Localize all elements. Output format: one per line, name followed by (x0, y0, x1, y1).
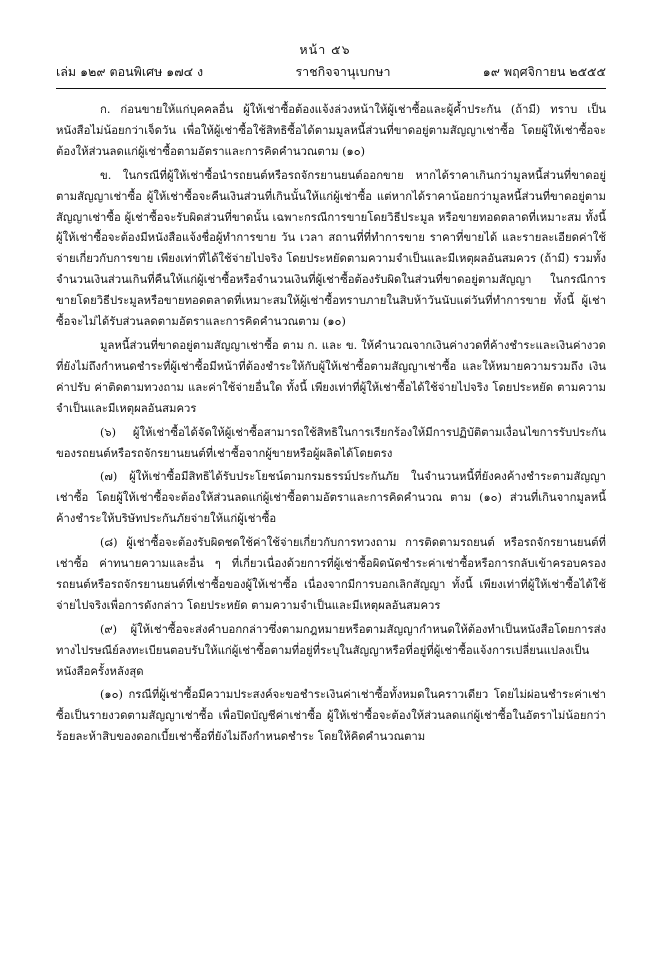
outstanding-debt-paragraph: มูลหนี้ส่วนที่ขาดอยู่ตามสัญญาเช่าซื้อ ตาม ก. และ ข. ให้คำนวณจากเงินค่างวดที่ค้างชำระและเงินค่างวดที่ยังไม่ถึงกำหนดชำระที่ผู้เช่าซื้อมีหน้าที่ต้องชำระให้กับผู้ให้เช่าซื้อตามสัญญาเช่าซื้อ และให้หมายความรวมถึง เงินค่าปรับ ค่าติดตามทวงถาม และค่าใช้จ่ายอื่นใด ทั้งนี้ เพียงเท่าที่ผู้ให้เช่าซื้อได้ใช้จ่ายไปจริง โดยประหยัด ตามความจำเป็นและมีเหตุผลอันสมควร (56, 338, 606, 415)
running-header (56, 62, 606, 89)
clause-6-paragraph: (๖) ผู้ให้เช่าซื้อได้จัดให้ผู้เช่าซื้อสามารถใช้สิทธิในการเรียกร้องให้มีการปฏิบัติตามเงื่อนไขการรับประกันของรถยนต์หรือรถจักรยานยนต์ที่เช่าซื้อจากผู้ขายหรือผู้ผลิตได้โดยตรง (56, 425, 606, 460)
clause-8-paragraph: (๘) ผู้เช่าซื้อจะต้องรับผิดชดใช้ค่าใช้จ่ายเกี่ยวกับการทวงถาม การติดตามรถยนต์ หรือรถจักรยานยนต์ที่เช่าซื้อ ค่าทนายความและอื่น ๆ ที่เกี่ยวเนื่องด้วยการที่ผู้เช่าซื้อผิดนัดชำระค่าเช่าซื้อหรือการกลับเข้าครอบครองรถยนต์หรือรถจักรยานยนต์ที่เช่าซื้อของผู้ให้เช่าซื้อ เนื่องจากมีการบอกเลิกสัญญา ทั้งนี้ เพียงเท่าที่ผู้ให้เช่าซื้อได้ใช้จ่ายไปจริงเพื่อการดังกล่าว โดยประหยัด ตามความจำเป็นและมีเหตุผลอันสมควร (56, 536, 606, 612)
publication-date: ๑๙ พฤศจิกายน ๒๕๕๕ (482, 64, 606, 79)
page-number: หน้า ๕๖ (299, 42, 351, 57)
clause-9-paragraph: (๙) ผู้ให้เช่าซื้อจะส่งคำบอกกล่าวซึ่งตามกฎหมายหรือตามสัญญากำหนดให้ต้องทำเป็นหนังสือโดยการส่งทางไปรษณีย์ลงทะเบียนตอบรับให้แก่ผู้เช่าซื้อตามที่อยู่ที่ระบุในสัญญาหรือที่อยู่ที่ผู้เช่าซื้อแจ้งการเปลี่ยนแปลงเป็นหนังสือครั้งหลังสุด (56, 622, 606, 678)
document-body (56, 100, 606, 748)
clause-7-paragraph: (๗) ผู้ให้เช่าซื้อมีสิทธิได้รับประโยชน์ตามกรมธรรม์ประกันภัย ในจำนวนหนี้ที่ยังคงค้างชำระตามสัญญาเช่าซื้อ โดยผู้ให้เช่าซื้อจะต้องให้ส่วนลดแก่ผู้เช่าซื้อตามอัตราและการคิดคำนวณ ตาม (๑๐) ส่วนที่เกินจากมูลหนี้ค้างชำระให้บริษัทประกันภัยจ่ายให้แก่ผู้เช่าซื้อ (56, 470, 606, 526)
clause-a-paragraph: ก. ก่อนขายให้แก่บุคคลอื่น ผู้ให้เช่าซื้อต้องแจ้งล่วงหน้าให้ผู้เช่าซื้อและผู้ค้ำประกัน (ถ้ามี) ทราบ เป็นหนังสือไม่น้อยกว่าเจ็ดวัน เพื่อให้ผู้เช่าซื้อใช้สิทธิซื้อได้ตามมูลหนี้ส่วนที่ขาดอยู่ตามสัญญาเช่าซื้อ โดยผู้ให้เช่าซื้อจะต้องให้ส่วนลดแก่ผู้เช่าซื้อตามอัตราและการคิดคำนวณตาม (๑๐) (56, 103, 606, 158)
clause-b-paragraph: ข. ในกรณีที่ผู้ให้เช่าซื้อนำรถยนต์หรือรถจักรยานยนต์ออกขาย หากได้ราคาเกินกว่ามูลหนี้ส่วนที่ขาดอยู่ตามสัญญาเช่าซื้อ ผู้ให้เช่าซื้อจะคืนเงินส่วนที่เกินนั้นให้แก่ผู้เช่าซื้อ แต่หากได้ราคาน้อยกว่ามูลหนี้ส่วนที่ขาดอยู่ตามสัญญาเช่าซื้อ ผู้เช่าซื้อจะรับผิดส่วนที่ขาดนั้น เฉพาะกรณีการขายโดยวิธีประมูล หรือขายทอดตลาดที่เหมาะสม ทั้งนี้ ผู้ให้เช่าซื้อจะต้องมีหนังสือแจ้งชื่อผู้ทำการขาย วัน เวลา สถานที่ที่ทำการขาย ราคาที่ขายได้ และรายละเอียดค่าใช้จ่ายเกี่ยวกับการขาย เพียงเท่าที่ได้ใช้จ่ายไปจริง โดยประหยัดตามความจำเป็นและมีเหตุผลอันสมควร (ถ้ามี) รวมทั้งจำนวนเงินส่วนเกินที่คืนให้แก่ผู้เช่าซื้อหรือจำนวนเงินที่ผู้เช่าซื้อต้องรับผิดในส่วนที่ขาดอยู่ตามสัญญา ในกรณีการขายโดยวิธีประมูลหรือขายทอดตลาดที่เหมาะสมให้ผู้เช่าซื้อทราบภายในสิบห้าวันนับแต่วันที่ทำการขาย ทั้งนี้ ผู้เช่าซื้อจะไม่ได้รับส่วนลดตามอัตราและการคิดคำนวณตาม (๑๐) (56, 168, 606, 329)
clause-10-paragraph: (๑๐) กรณีที่ผู้เช่าซื้อมีความประสงค์จะขอชำระเงินค่าเช่าซื้อทั้งหมดในคราวเดียว โดยไม่ผ่อนชำระค่าเช่าซื้อเป็นรายงวดตามสัญญาเช่าซื้อ เพื่อปิดบัญชีค่าเช่าซื้อ ผู้ให้เช่าซื้อจะต้องให้ส่วนลดแก่ผู้เช่าซื้อในอัตราไม่น้อยกว่าร้อยละห้าสิบของดอกเบี้ยเช่าซื้อที่ยังไม่ถึงกำหนดชำระ โดยให้คิดคำนวณตาม (56, 688, 606, 744)
volume-issue: เล่ม ๑๒๙ ตอนพิเศษ ๑๗๔ ง (56, 64, 204, 79)
publication-title: ราชกิจจานุเบกษา (295, 64, 391, 79)
